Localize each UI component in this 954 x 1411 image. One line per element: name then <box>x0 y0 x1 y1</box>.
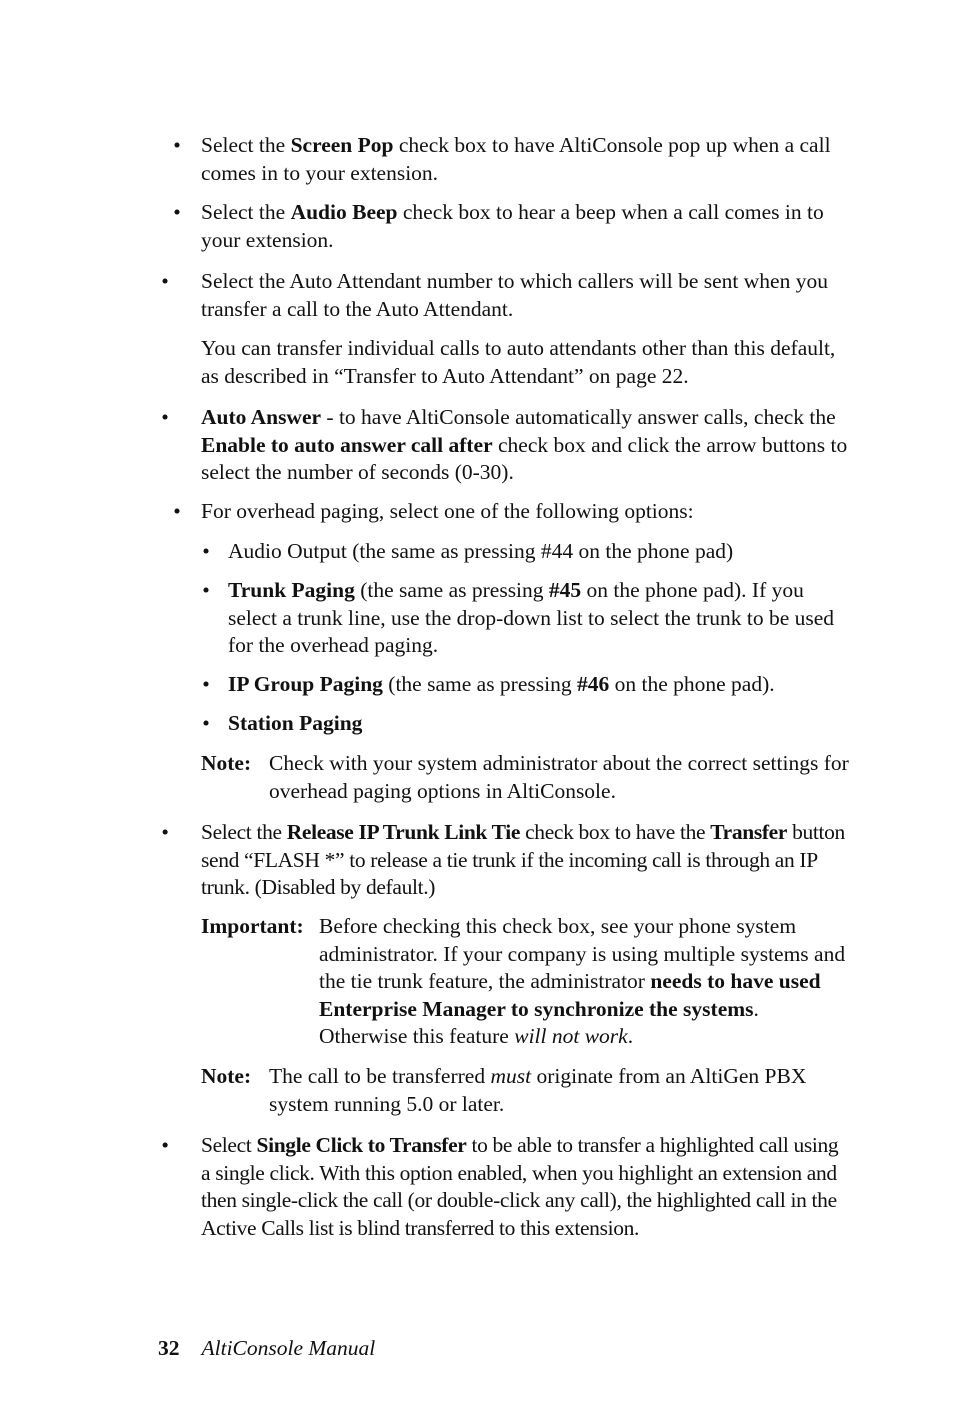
bullet: • <box>161 405 169 429</box>
bullet: • <box>161 820 169 844</box>
note-body: Check with your system administrator about the correct settings for overhead paging options in AltiConsole. <box>269 751 849 803</box>
sub-list-item: • Trunk Paging (the same as pressing #45 on the phone pad). If you select a trunk line, use the drop-down list to select the trunk to be used for the overhead paging. <box>228 577 848 660</box>
bullet: • <box>173 133 181 157</box>
bullet: • <box>202 672 210 696</box>
note <box>201 750 851 805</box>
bullet: • <box>161 1133 169 1157</box>
bullet: • <box>202 711 210 735</box>
page-footer <box>158 1335 375 1363</box>
list-item: • Select the Audio Beep check box to hear a beep when a call comes in to your extension. <box>201 199 851 254</box>
bullet: • <box>173 200 181 224</box>
important-body: Before checking this check box, see your phone system administrator. If your company is using multiple systems and the tie trunk feature, the administrator needs to have used Enterprise Manager to synchronize the systems. Otherwise this feature will not work. <box>319 914 846 1048</box>
list-item: • Select the Screen Pop check box to have AltiConsole pop up when a call comes in to your extension. <box>201 132 851 187</box>
note <box>201 1063 851 1118</box>
list-item: • Auto Answer - to have AltiConsole automatically answer calls, check the Enable to auto answer call after check box and click the arrow buttons to select the number of seconds (0-30). <box>201 404 851 487</box>
paragraph: You can transfer individual calls to auto attendants other than this default, as described in “Transfer to Auto Attendant” on page 22. <box>201 336 836 388</box>
list-item: • Select the Release IP Trunk Link Tie check box to have the Transfer button send “FLASH *” to release a tie trunk if the incoming call is through an IP trunk. (Disabled by default.) <box>201 819 851 902</box>
sub-list-item: • IP Group Paging (the same as pressing #46 on the phone pad). <box>228 671 848 699</box>
manual-title: AltiConsole Manual <box>201 1336 376 1360</box>
bullet: • <box>202 539 210 563</box>
bullet: • <box>202 578 210 602</box>
note-label: Note: <box>201 751 252 775</box>
note-label: Note: <box>201 1064 252 1088</box>
page-number: 32 <box>158 1336 180 1360</box>
list-item: • For overhead paging, select one of the following options: <box>201 498 851 526</box>
list-item: • Select the Auto Attendant number to which callers will be sent when you transfer a call to the Auto Attendant. <box>201 268 851 323</box>
bullet: • <box>161 269 169 293</box>
note-body: The call to be transferred must originate from an AltiGen PBX system running 5.0 or later. <box>269 1064 807 1116</box>
important-label: Important: <box>201 914 304 938</box>
bullet: • <box>173 499 181 523</box>
sub-list-item: • Audio Output (the same as pressing #44 on the phone pad) <box>228 538 848 566</box>
list-item: • Select Single Click to Transfer to be able to transfer a highlighted call using a single click. With this option enabled, when you highlight an extension and then single-click the call (or double-click any call), the highlighted call in the Active Calls list is blind transferred to this extension. <box>201 1132 851 1242</box>
important-note <box>201 913 851 1051</box>
sub-list-item: • Station Paging <box>228 710 848 738</box>
